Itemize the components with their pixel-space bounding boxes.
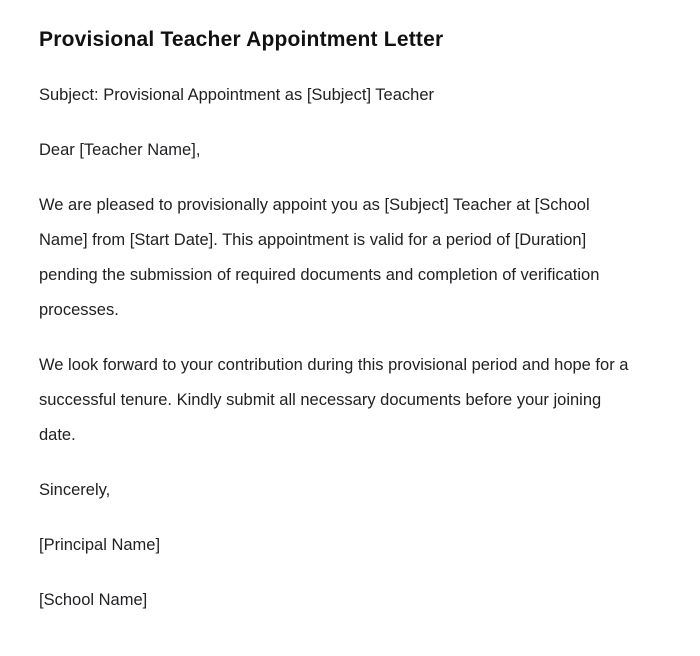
appointment-letter xyxy=(39,26,637,618)
letter-body-paragraph: We are pleased to provisionally appoint you as [Subject] Teacher at [School Name] from [Start Date]. This appointment is valid for a period of [Duration] pending the submission of required documents and completion of verification processes. xyxy=(39,196,600,319)
signature-school-name: [School Name] xyxy=(39,591,148,609)
letter-body-paragraph: We look forward to your contribution during this provisional period and hope for a successful tenure. Kindly submit all necessary documents before your joining date. xyxy=(39,356,629,444)
letter-title: Provisional Teacher Appointment Letter xyxy=(39,28,444,51)
signature-principal-name: [Principal Name] xyxy=(39,536,161,554)
letter-subject-line: Subject: Provisional Appointment as [Subject] Teacher xyxy=(39,86,435,104)
letter-salutation: Dear [Teacher Name], xyxy=(39,141,201,159)
letter-closing: Sincerely, xyxy=(39,481,111,499)
